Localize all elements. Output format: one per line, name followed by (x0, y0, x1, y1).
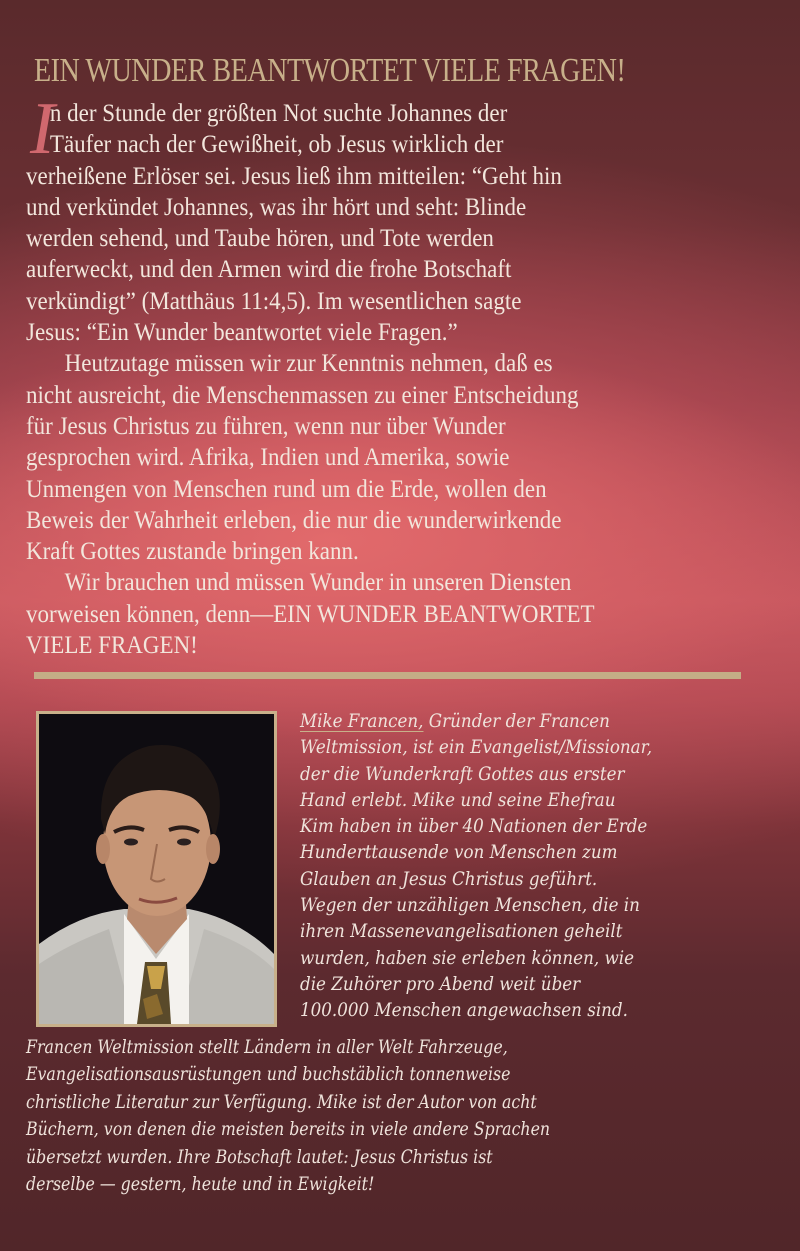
dropcap-letter: I (30, 88, 55, 170)
bio-line: die Zuhörer pro Abend weit über (300, 972, 581, 995)
text-line: Unmengen von Menschen rund um die Erde, wollen den (26, 475, 547, 503)
bio-line: 100.000 Menschen angewachsen sind. (300, 999, 628, 1022)
bio-line: Weltmission, ist ein Evangelist/Missionar, (300, 736, 653, 759)
text-line: gesprochen wird. Afrika, Indien und Amerika, sowie (26, 444, 510, 472)
bio-line: der die Wunderkraft Gottes aus erster (300, 762, 625, 785)
text-line: Wir brauchen und müssen Wunder in unseren Diensten (64, 569, 572, 597)
bio-line: Evangelisationsausrüstungen und buchstäblich tonnenweise (26, 1063, 511, 1086)
text-line: Jesus: “Ein Wunder beantwortet viele Fragen.” (26, 319, 458, 347)
text-line: verheißene Erlöser sei. Jesus ließ ihm mitteilen: “Geht hin (26, 162, 562, 190)
bio-line: Wegen der unzähligen Menschen, die in (300, 894, 640, 917)
text-line: verkündigt” (Matthäus 11:4,5). Im wesentlichen sagte (26, 287, 522, 315)
paragraph-2 (26, 348, 767, 567)
bio-line: derselbe — gestern, heute und in Ewigkeit! (26, 1173, 375, 1196)
bio-line: Gründer der Francen (423, 710, 610, 732)
bio-line: übersetzt wurden. Ihre Botschaft lautet: Jesus Christus ist (26, 1145, 493, 1168)
bio-line: wurden, haben sie erleben können, wie (300, 946, 635, 969)
paragraph-1-cont (26, 161, 767, 349)
gold-divider (34, 672, 741, 679)
author-name: Mike Francen, (300, 710, 424, 732)
paragraph-3 (26, 567, 767, 661)
bio-line: Büchern, von denen die meisten bereits in viele andere Sprachen (26, 1118, 551, 1141)
portrait-illustration (39, 714, 274, 1024)
bio-line: Francen Weltmission stellt Ländern in aller Welt Fahrzeuge, (26, 1036, 508, 1058)
text-line: für Jesus Christus zu führen, wenn nur über Wunder (26, 412, 506, 440)
text-line: nicht ausreicht, die Menschenmassen zu einer Entscheidung (26, 381, 579, 409)
author-bio (300, 708, 652, 1024)
text-line: Heutzutage müssen wir zur Kenntnis nehmen, daß es (64, 350, 553, 378)
bio-line: christliche Literatur zur Verfügung. Mike ist der Autor von acht (26, 1090, 537, 1113)
bio-line: ihren Massenevangelisationen geheilt (300, 920, 623, 943)
text-line: werden sehend, und Taube hören, und Tote werden (26, 225, 494, 253)
text-line: VIELE FRAGEN! (26, 632, 198, 660)
author-photo (36, 711, 277, 1027)
bio-line: Glauben an Jesus Christus geführt. (300, 867, 598, 890)
bio-line: Hunderttausende von Menschen zum (300, 841, 618, 864)
text-line: vorweisen können, denn—EIN WUNDER BEANTWORTET (26, 600, 595, 628)
text-line: Täufer nach der Gewißheit, ob Jesus wirklich der (49, 131, 504, 159)
text-line: und verkündet Johannes, was ihr hört und seht: Blinde (26, 193, 527, 221)
text-line: n der Stunde der größten Not suchte Johannes der (49, 100, 508, 127)
bio-line: Hand erlebt. Mike und seine Ehefrau (300, 788, 616, 811)
bio-line: Kim haben in über 40 Nationen der Erde (300, 815, 648, 838)
text-line: Beweis der Wahrheit erleben, die nur die wunderwirkende (26, 506, 562, 534)
page-title: EIN WUNDER BEANTWORTET VIELE FRAGEN! (34, 52, 626, 90)
author-bio-continued (26, 1034, 550, 1198)
text-line: Kraft Gottes zustande bringen kann. (26, 538, 359, 566)
main-text (26, 98, 767, 661)
text-line: auferweckt, und den Armen wird die frohe Botschaft (26, 256, 512, 284)
paragraph-1 (26, 98, 767, 161)
